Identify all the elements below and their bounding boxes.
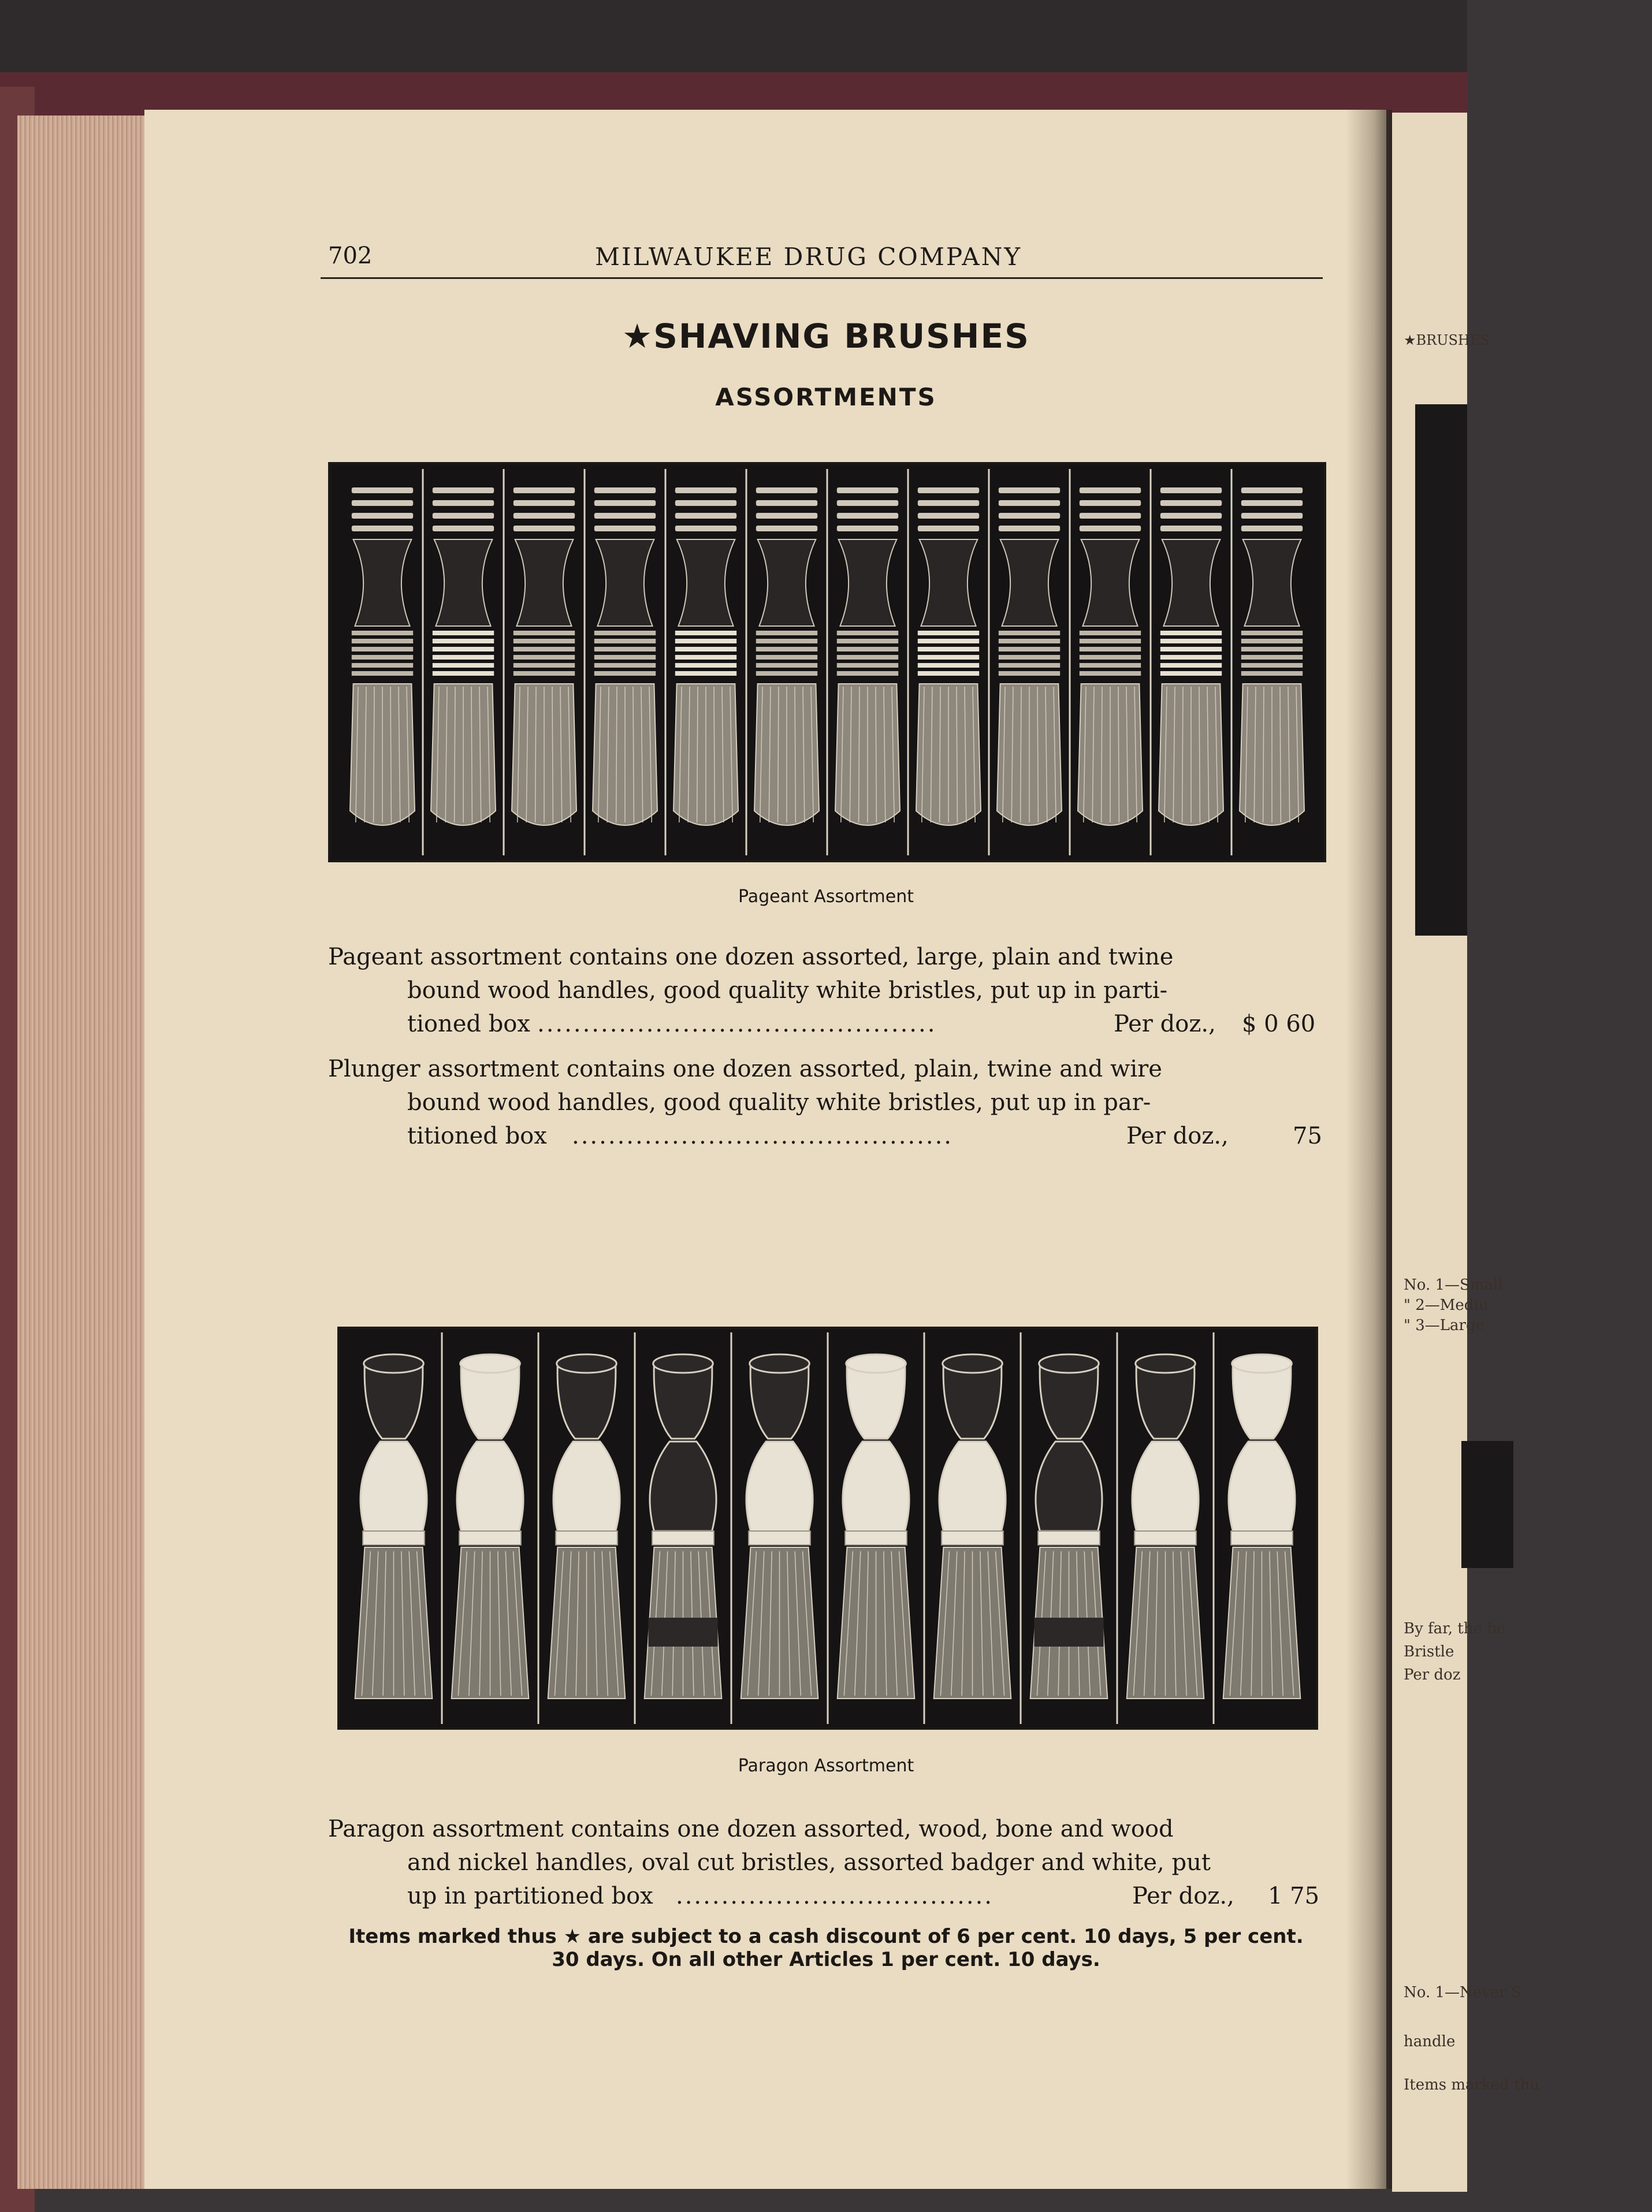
handle-ring: [352, 500, 413, 506]
paragon-brush: [731, 1332, 818, 1724]
plunger-line: Plunger assortment contains one dozen assorted, plain, twine and wire: [328, 1056, 1162, 1082]
handle-ring: [837, 500, 898, 506]
handle-ring: [1160, 526, 1222, 531]
handle-ring: [514, 526, 575, 531]
handle-top: [943, 1364, 1002, 1439]
ferrule-band: [756, 631, 817, 635]
pageant-brush: [746, 469, 819, 855]
badger-band: [648, 1618, 717, 1647]
handle-bulb: [457, 1442, 523, 1531]
handle-ring: [999, 526, 1060, 531]
paragon-assortment-illustration: [337, 1327, 1318, 1730]
plunger-unit: Per doz.,: [1126, 1123, 1229, 1149]
ferrule-band: [918, 647, 979, 651]
next-page-item: " 3—Large: [1404, 1317, 1484, 1334]
handle-waist: [515, 539, 574, 626]
ferrule-band: [999, 655, 1060, 660]
ferrule-band: [999, 663, 1060, 668]
handle-waist: [758, 539, 816, 626]
ferrule-band: [675, 663, 736, 668]
handle-ring: [433, 513, 494, 519]
handle-waist: [1081, 539, 1140, 626]
leader-dots: ...................................: [676, 1883, 994, 1909]
leader-dots: ..........................................: [572, 1123, 954, 1149]
handle-bulb: [843, 1442, 909, 1531]
ferrule-band: [1160, 671, 1222, 676]
handle-waist: [1243, 539, 1301, 626]
page-edges: [17, 116, 150, 2189]
ferrule-band: [675, 647, 736, 651]
handle-ring: [756, 513, 817, 519]
ferrule-band: [514, 647, 575, 651]
paragon-line: up in partitioned box: [407, 1883, 653, 1909]
handle-ring: [352, 487, 413, 493]
handle-ring: [514, 513, 575, 519]
ferrule-band: [514, 655, 575, 660]
handle-bulb: [939, 1442, 1006, 1531]
ferrule-band: [999, 639, 1060, 643]
ferrule-band: [1160, 631, 1222, 635]
pageant-line: tioned box: [407, 1011, 530, 1037]
handle-ring: [675, 526, 736, 531]
handle-waist: [839, 539, 897, 626]
handle-ring: [999, 487, 1060, 493]
ferrule-band: [514, 663, 575, 668]
ferrule-band: [918, 655, 979, 660]
page-number: 702: [328, 243, 373, 269]
handle-ring: [1160, 487, 1222, 493]
handle-ring: [1080, 526, 1141, 531]
ferrule-band: [675, 639, 736, 643]
ferrule-band: [433, 663, 494, 668]
handle-bulb: [360, 1442, 427, 1531]
handle-ring: [1241, 487, 1303, 493]
next-page-item: No. 1—Small: [1404, 1276, 1503, 1294]
ferrule-band: [918, 671, 979, 676]
ferrule-band: [514, 639, 575, 643]
ferrule-band: [1080, 655, 1141, 660]
header-rule: [321, 277, 1323, 279]
badger-band: [1034, 1618, 1103, 1647]
handle-waist: [1162, 539, 1221, 626]
plunger-price: 75: [1293, 1123, 1322, 1149]
pageant-brush: [665, 469, 738, 855]
pageant-price: $ 0 60: [1242, 1011, 1316, 1037]
handle-bulb: [1036, 1442, 1102, 1531]
discount-note-line: 30 days. On all other Articles 1 per cent. 10 days.: [552, 1948, 1100, 1971]
ferrule-band: [999, 647, 1060, 651]
ferrule-band: [756, 647, 817, 651]
pageant-line: bound wood handles, good quality white bristles, put up in parti-: [407, 977, 1168, 1004]
handle-cap: [1039, 1354, 1099, 1373]
handle-bulb: [650, 1442, 716, 1531]
handle-cap: [750, 1354, 810, 1373]
next-page-illustration: [1461, 1441, 1513, 1568]
ferrule-band: [514, 631, 575, 635]
handle-bulb: [746, 1442, 813, 1531]
handle-ring: [675, 500, 736, 506]
ferrule-band: [594, 631, 656, 635]
handle-ring: [1241, 500, 1303, 506]
handle-cap: [364, 1354, 424, 1373]
paragon-brushes-drawing: [340, 1329, 1316, 1727]
pageant-brush: [585, 469, 657, 855]
page-gutter: [1346, 110, 1392, 2189]
handle-ring: [837, 513, 898, 519]
ferrule-band: [1160, 639, 1222, 643]
pageant-brush: [350, 487, 415, 825]
plunger-line: bound wood handles, good quality white bristles, put up in par-: [407, 1089, 1151, 1116]
section-subtitle: ASSORTMENTS: [715, 383, 937, 411]
ferrule-band: [1241, 663, 1303, 668]
handle-collar: [749, 1531, 810, 1545]
pageant-brush: [423, 469, 496, 855]
handle-ring: [1160, 500, 1222, 506]
handle-ring: [1160, 513, 1222, 519]
handle-cap: [846, 1354, 906, 1373]
paragon-brush: [442, 1332, 529, 1724]
paragon-brush: [635, 1332, 721, 1724]
ferrule-band: [756, 663, 817, 668]
handle-bulb: [1132, 1442, 1199, 1531]
section-title: ★SHAVING BRUSHES: [622, 316, 1030, 356]
paragon-line: and nickel handles, oval cut bristles, assorted badger and white, put: [407, 1849, 1211, 1876]
ferrule-band: [352, 639, 413, 643]
pageant-assortment-illustration: [328, 462, 1326, 862]
next-page-heading: ★BRUSHES: [1404, 332, 1490, 348]
pageant-brush: [908, 469, 981, 855]
handle-collar: [1134, 1531, 1196, 1545]
ferrule-band: [594, 655, 656, 660]
ferrule-band: [1080, 631, 1141, 635]
ferrule-band: [1241, 671, 1303, 676]
ferrule-band: [837, 663, 898, 668]
leader-dots: ............................................: [537, 1011, 937, 1037]
discount-note-line: Items marked thus ★ are subject to a cash discount of 6 per cent. 10 days, 5 per cent.: [348, 1925, 1304, 1948]
handle-waist: [677, 539, 735, 626]
paragon-brush: [924, 1332, 1011, 1724]
next-page-text: Bristle: [1404, 1643, 1454, 1660]
handle-waist: [434, 539, 493, 626]
pageant-unit: Per doz.,: [1114, 1011, 1216, 1037]
next-page-text: By far, the be: [1404, 1620, 1506, 1637]
ferrule-band: [433, 631, 494, 635]
pageant-brush: [827, 469, 900, 855]
handle-top: [461, 1364, 519, 1439]
handle-collar: [845, 1531, 907, 1545]
ferrule-band: [756, 671, 817, 676]
handle-top: [1136, 1364, 1195, 1439]
handle-collar: [556, 1531, 617, 1545]
ferrule-band: [675, 631, 736, 635]
handle-ring: [514, 487, 575, 493]
handle-ring: [1241, 526, 1303, 531]
ferrule-band: [756, 655, 817, 660]
handle-ring: [675, 487, 736, 493]
pageant-brush: [989, 469, 1062, 855]
paragon-caption: Paragon Assortment: [738, 1756, 914, 1776]
ferrule-band: [1241, 647, 1303, 651]
ferrule-band: [433, 639, 494, 643]
ferrule-band: [352, 655, 413, 660]
ferrule-band: [352, 647, 413, 651]
handle-ring: [594, 526, 656, 531]
handle-ring: [594, 513, 656, 519]
handle-ring: [352, 513, 413, 519]
ferrule-band: [837, 655, 898, 660]
handle-ring: [918, 500, 979, 506]
book-cover-top: [0, 72, 1467, 116]
next-page-text: handle: [1404, 2033, 1456, 2050]
ferrule-band: [594, 671, 656, 676]
ferrule-band: [837, 671, 898, 676]
ferrule-band: [433, 671, 494, 676]
handle-ring: [1080, 500, 1141, 506]
ferrule-band: [352, 631, 413, 635]
handle-ring: [999, 513, 1060, 519]
handle-top: [750, 1364, 809, 1439]
next-page-text: Items marked thu: [1404, 2076, 1539, 2094]
paragon-price: 1 75: [1268, 1883, 1320, 1909]
handle-ring: [918, 513, 979, 519]
handle-ring: [675, 513, 736, 519]
running-header: MILWAUKEE DRUG COMPANY: [595, 243, 1022, 271]
ferrule-band: [1080, 639, 1141, 643]
ferrule-band: [594, 639, 656, 643]
handle-collar: [942, 1531, 1003, 1545]
ferrule-band: [837, 639, 898, 643]
handle-ring: [514, 500, 575, 506]
handle-ring: [594, 487, 656, 493]
pageant-brush: [1070, 469, 1143, 855]
handle-waist: [596, 539, 654, 626]
ferrule-band: [352, 663, 413, 668]
ferrule-band: [1241, 655, 1303, 660]
handle-cap: [460, 1354, 520, 1373]
pageant-brush: [1231, 469, 1304, 855]
ferrule-band: [837, 647, 898, 651]
handle-top: [1233, 1364, 1291, 1439]
ferrule-band: [594, 647, 656, 651]
ferrule-band: [918, 631, 979, 635]
handle-cap: [557, 1354, 617, 1373]
handle-ring: [352, 526, 413, 531]
ferrule-band: [514, 671, 575, 676]
next-page-fragment: [1392, 113, 1539, 2192]
ferrule-band: [594, 663, 656, 668]
ferrule-band: [1080, 671, 1141, 676]
ferrule-band: [1080, 647, 1141, 651]
ferrule-band: [352, 671, 413, 676]
handle-ring: [918, 526, 979, 531]
handle-ring: [999, 500, 1060, 506]
handle-ring: [433, 500, 494, 506]
handle-ring: [1080, 487, 1141, 493]
handle-collar: [652, 1531, 714, 1545]
paragon-brush: [1117, 1332, 1204, 1724]
ferrule-band: [1160, 663, 1222, 668]
handle-ring: [594, 500, 656, 506]
handle-cap: [1136, 1354, 1196, 1373]
pageant-caption: Pageant Assortment: [738, 887, 914, 907]
ferrule-band: [433, 647, 494, 651]
ferrule-band: [999, 631, 1060, 635]
ferrule-band: [999, 671, 1060, 676]
handle-top: [557, 1364, 616, 1439]
plunger-line: titioned box: [407, 1123, 547, 1149]
paragon-brush: [355, 1354, 433, 1699]
ferrule-band: [1080, 663, 1141, 668]
handle-ring: [756, 500, 817, 506]
pageant-brushes-drawing: [330, 464, 1324, 860]
handle-ring: [837, 526, 898, 531]
pageant-brush: [1151, 469, 1223, 855]
ferrule-band: [1241, 631, 1303, 635]
next-page-item: No. 1—Never S: [1404, 1984, 1521, 2001]
handle-top: [364, 1364, 423, 1439]
handle-ring: [1080, 513, 1141, 519]
ferrule-band: [433, 655, 494, 660]
paragon-unit: Per doz.,: [1132, 1883, 1234, 1909]
next-page-illustration: [1415, 404, 1467, 936]
handle-ring: [756, 526, 817, 531]
ferrule-band: [837, 631, 898, 635]
ferrule-band: [918, 639, 979, 643]
paragon-brush: [1214, 1332, 1300, 1724]
handle-cap: [943, 1354, 1003, 1373]
handle-top: [654, 1364, 712, 1439]
ferrule-band: [756, 639, 817, 643]
handle-bulb: [553, 1442, 620, 1531]
ferrule-band: [1241, 639, 1303, 643]
handle-bulb: [1229, 1442, 1295, 1531]
ferrule-band: [675, 655, 736, 660]
handle-collar: [1038, 1531, 1100, 1545]
handle-ring: [756, 487, 817, 493]
pageant-line: Pageant assortment contains one dozen assorted, large, plain and twine: [328, 944, 1174, 970]
paragon-brush: [1021, 1332, 1107, 1724]
next-page-text: Per doz: [1404, 1666, 1461, 1684]
handle-ring: [433, 526, 494, 531]
ferrule-band: [1160, 647, 1222, 651]
ferrule-band: [675, 671, 736, 676]
handle-ring: [433, 487, 494, 493]
handle-top: [1040, 1364, 1098, 1439]
handle-top: [847, 1364, 905, 1439]
handle-cap: [653, 1354, 713, 1373]
ferrule-band: [1160, 655, 1222, 660]
handle-collar: [363, 1531, 425, 1545]
handle-waist: [1000, 539, 1059, 626]
paragon-brush: [828, 1332, 914, 1724]
paragon-line: Paragon assortment contains one dozen assorted, wood, bone and wood: [328, 1816, 1174, 1842]
next-page-item: " 2—Mediu: [1404, 1297, 1489, 1314]
handle-ring: [1241, 513, 1303, 519]
handle-ring: [918, 487, 979, 493]
handle-collar: [459, 1531, 521, 1545]
ferrule-band: [918, 663, 979, 668]
handle-collar: [1231, 1531, 1293, 1545]
handle-cap: [1232, 1354, 1292, 1373]
handle-waist: [354, 539, 412, 626]
paragon-brush: [538, 1332, 625, 1724]
handle-waist: [920, 539, 978, 626]
handle-ring: [837, 487, 898, 493]
discount-note: [0, 1925, 1652, 1971]
pageant-brush: [504, 469, 576, 855]
